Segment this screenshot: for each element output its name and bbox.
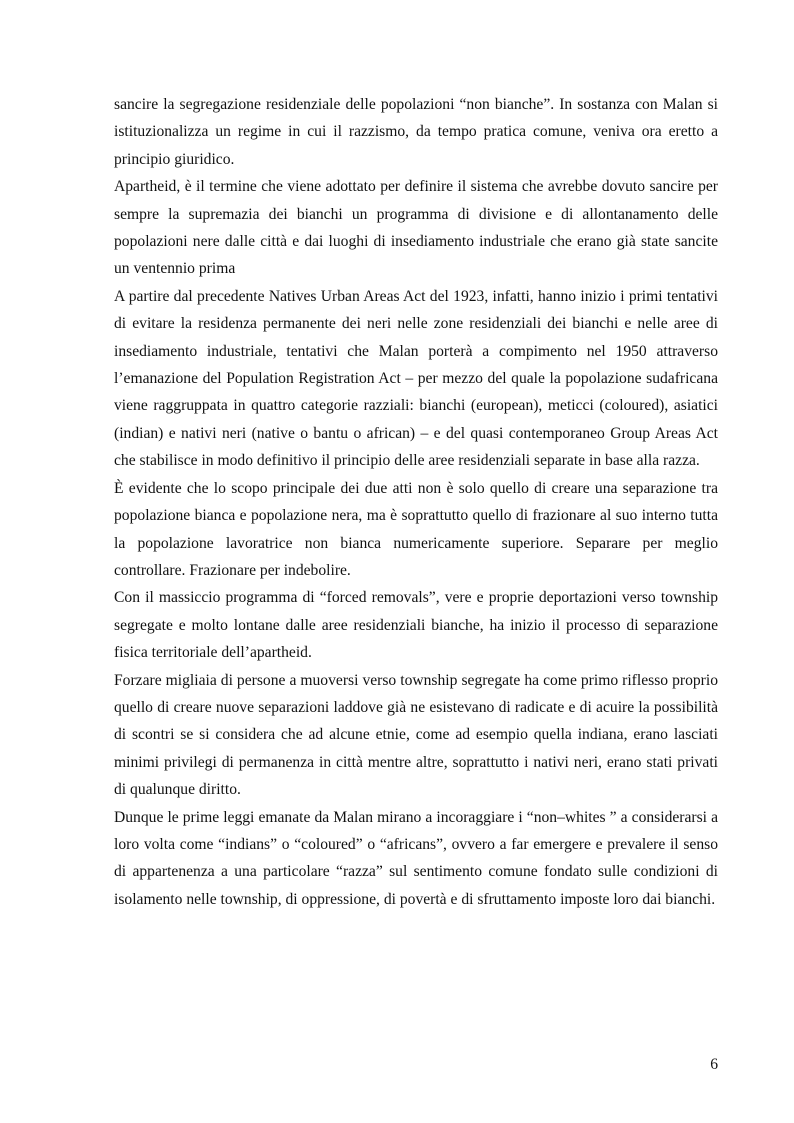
paragraph: sancire la segregazione residenziale delle popolazioni “non bianche”. In sostanza con Malan si istituzionalizza un regime in cui il razzismo, da tempo pratica comune, veniva ora eretto a principio giuridico. <box>114 96 718 168</box>
paragraph: È evidente che lo scopo principale dei due atti non è solo quello di creare una separazione tra popolazione bianca e popolazione nera, ma è soprattutto quello di frazionare al suo interno tutta la popolazione lavoratrice non bianca numericamente superiore. Separare per meglio controllare. Frazionare per indebolire. <box>114 479 718 579</box>
paragraph: A partire dal precedente Natives Urban Areas Act del 1923, infatti, hanno inizio i primi tentativi di evitare la residenza permanente dei neri nelle zone residenziali dei bianchi e nelle aree di insediamento industriale, tentativi che Malan porterà a compimento nel 1950 attraverso l’emanazione del Population Registration Act – per mezzo del quale la popolazione sudafricana viene raggruppata in quattro categorie razziali: bianchi (european), meticci (coloured), asiatici (indian) e nativi neri (native o bantu o african) – e del quasi contemporaneo Group Areas Act che stabilisce in modo definitivo il principio delle aree residenziali separate in base alla razza. <box>114 287 718 470</box>
paragraph: Con il massiccio programma di “forced removals”, vere e proprie deportazioni verso township segregate e molto lontane dalle aree residenziali bianche, ha inizio il processo di separazione fisica territoriale dell’apartheid. <box>114 589 718 662</box>
paragraph: Forzare migliaia di persone a muoversi verso township segregate ha come primo riflesso proprio quello di creare nuove separazioni laddove già ne esistevano di radicate e di acuire la possibilità di scontri se si considera che ad alcune etnie, come ad esempio quella indiana, erano lasciati minimi privilegi di permanenza in città mentre altre, soprattutto i nativi neri, erano stati privati di qualunque diritto. <box>114 671 718 799</box>
paragraph: Apartheid, è il termine che viene adottato per definire il sistema che avrebbe dovuto sancire per sempre la supremazia dei bianchi un programma di divisione e di allontanamento delle popolazioni nere dalle città e dai luoghi di insediamento industriale che erano già state sancite un ventennio prima <box>114 178 718 278</box>
body-text <box>114 91 718 913</box>
page-number: 6 <box>710 1056 718 1073</box>
paragraph: Dunque le prime leggi emanate da Malan mirano a incoraggiare i “non–whites ” a considerarsi a loro volta come “indians” o “coloured” o “africans”, ovvero a far emergere e prevalere il senso di appartenenza a una particolare “razza” sul sentimento comune fondato sulle condizioni di isolamento nelle township, di oppressione, di povertà e di sfruttamento imposte loro dai bianchi. <box>114 808 718 908</box>
